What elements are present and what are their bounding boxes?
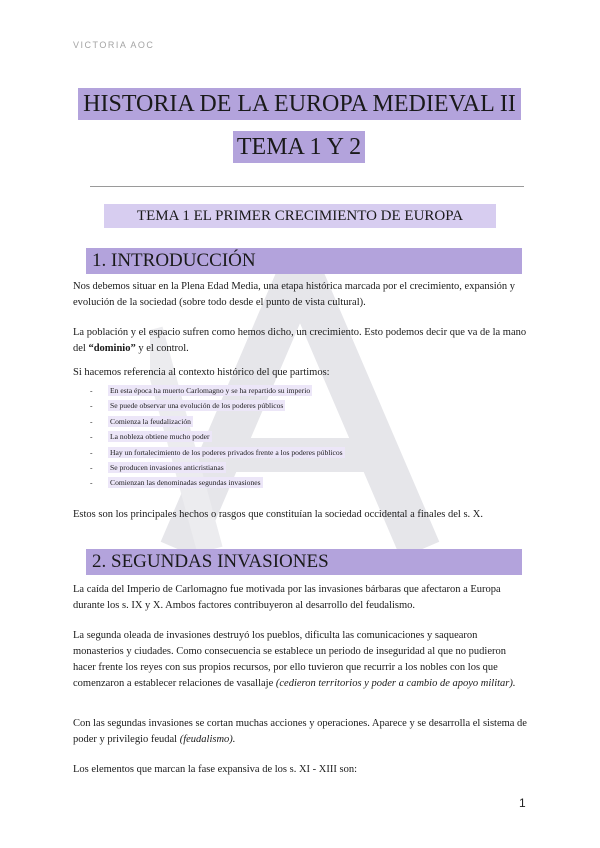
section-heading: 2. SEGUNDAS INVASIONES [92,551,329,572]
section-heading-band [86,248,522,274]
italic-text: (cedieron territorios y poder a cambio de apoyo militar). [275,678,516,689]
paragraph [73,628,528,692]
divider [90,186,524,187]
list-item: - Se producen invasiones anticristianas [90,462,224,472]
italic-text: (feudalismo). [179,734,236,745]
document-title: HISTORIA DE LA EUROPA MEDIEVAL II [83,91,516,117]
paragraph: Si hacemos referencia al contexto histórico del que partimos: [73,367,330,378]
paragraph: La caída del Imperio de Carlomagno fue motivada por las invasiones bárbaras que afectaron a Europa durante los s. IX y X. Ambos factores contribuyeron al desarrollo del feudalismo. [73,584,501,611]
topic-band [104,204,496,228]
list-item: - La nobleza obtiene mucho poder [90,432,210,442]
paragraph: Los elementos que marcan la fase expansiva de los s. XI - XIII son: [73,764,357,775]
document-subtitle: TEMA 1 Y 2 [236,134,362,160]
emphasis-text: “dominio” [88,343,136,354]
paragraph-text: Con las segundas invasiones se cortan muchas acciones y operaciones. Aparece y se desarrolla el sistema de poder y privilegio feudal [73,718,527,745]
list-item: - Hay un fortalecimiento de los poderes privados frente a los poderes públicos [90,447,343,457]
section-heading-band [86,549,522,575]
list-item: - Comienza la feudalización [90,416,191,426]
list-item: - Se puede observar una evolución de los poderes públicos [90,401,284,411]
paragraph [73,716,528,748]
list-item: - Comienzan las denominadas segundas invasiones [90,478,261,488]
section-heading: 1. INTRODUCCIÓN [92,250,256,271]
topic-title: TEMA 1 EL PRIMER CRECIMIENTO DE EUROPA [136,208,464,224]
paragraph: Estos son los principales hechos o rasgos que constituían la sociedad occidental a finales del s. X. [73,509,483,520]
title-band-2 [233,131,365,163]
paragraph-text: La segunda oleada de invasiones destruyó los pueblos, dificulta las comunicaciones y saquearon monasterios y ciudades. Como consecuencia se establece un periodo de inseguridad al que no pudieron hacer frente los reyes con sus propios recursos, por ello tuvieron que recurrir a los nobles con los que comenzaron a establecer relaciones de vasallaje [73,630,506,689]
bullet-list [90,383,510,491]
paragraph [73,325,528,357]
paragraph-text: La población y el espacio sufren como hemos dicho, un crecimiento. Esto podemos decir que va de la mano del [73,327,527,354]
list-item: - En esta época ha muerto Carlomagno y se ha repartido su imperio [90,386,311,395]
paragraph: Nos debemos situar en la Plena Edad Media, una etapa histórica marcada por el crecimiento, expansión y evolución de la sociedad (sobre todo desde el punto de vista cultural). [73,281,516,308]
page-number: 1 [519,796,526,810]
title-band [78,88,521,120]
paragraph-text: y el control. [135,343,189,354]
author-mark: VICTORIA AOC [73,40,155,50]
